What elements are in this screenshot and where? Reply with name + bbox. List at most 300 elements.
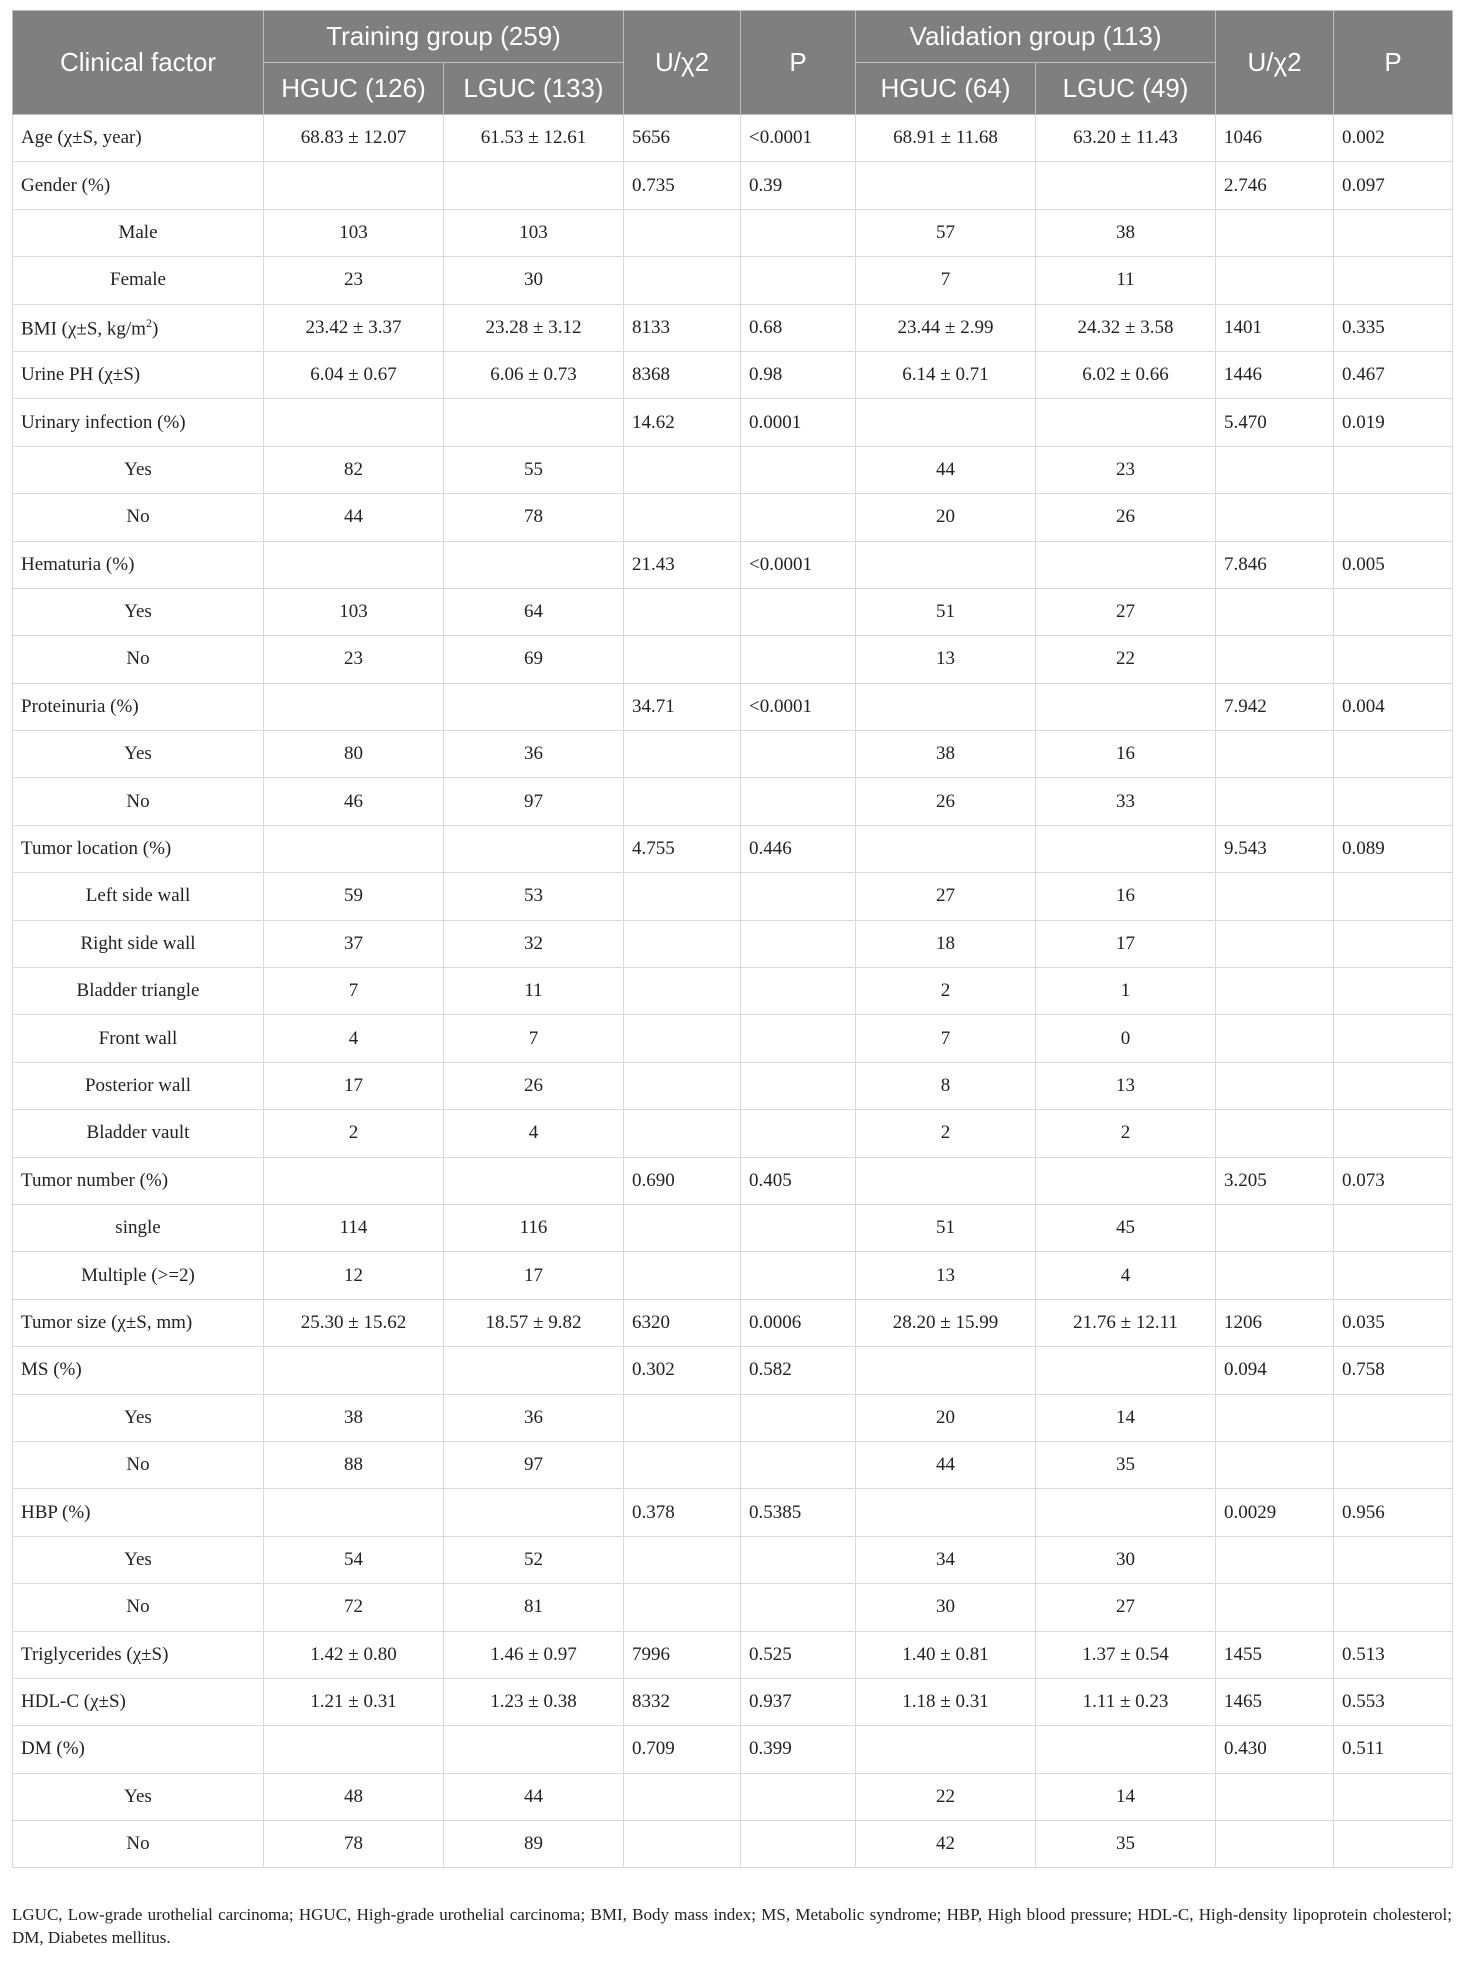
u-chi2-train-cell: 6320 <box>624 1299 741 1346</box>
header-u-chi2-training: U/χ2 <box>624 11 741 115</box>
lguc-val-cell: 27 <box>1036 588 1216 635</box>
table-row <box>13 1821 1453 1868</box>
hguc-val-cell: 1.18 ± 0.31 <box>856 1678 1036 1725</box>
table-header <box>13 11 1453 115</box>
hguc-val-cell <box>856 1347 1036 1394</box>
row-label-text: Yes <box>124 743 152 765</box>
table-row <box>13 920 1453 967</box>
hguc-train-cell: 54 <box>264 1536 444 1583</box>
table-row <box>13 399 1453 446</box>
hguc-val-cell: 51 <box>856 588 1036 635</box>
row-label-text: MS (%) <box>21 1359 82 1381</box>
u-chi2-train-cell <box>624 1252 741 1299</box>
u-chi2-train-cell: 8133 <box>624 304 741 351</box>
row-label-text: Yes <box>124 458 152 480</box>
hguc-val-cell: 42 <box>856 1821 1036 1868</box>
hguc-train-cell: 25.30 ± 15.62 <box>264 1299 444 1346</box>
lguc-val-cell <box>1036 1726 1216 1773</box>
hguc-train-cell <box>264 1489 444 1536</box>
hguc-val-cell: 26 <box>856 778 1036 825</box>
u-chi2-val-cell: 0.0029 <box>1216 1489 1334 1536</box>
lguc-val-cell <box>1036 162 1216 209</box>
lguc-val-cell: 16 <box>1036 731 1216 778</box>
lguc-train-cell <box>444 1157 624 1204</box>
u-chi2-train-cell <box>624 588 741 635</box>
p-train-cell: 0.405 <box>741 1157 856 1204</box>
table-row <box>13 1584 1453 1631</box>
p-train-cell <box>741 873 856 920</box>
u-chi2-train-cell: 8332 <box>624 1678 741 1725</box>
table-row <box>13 1394 1453 1441</box>
lguc-val-cell <box>1036 541 1216 588</box>
row-label-superscript: 2 <box>145 315 152 330</box>
p-train-cell: 0.0006 <box>741 1299 856 1346</box>
p-val-cell: 0.019 <box>1334 399 1453 446</box>
hguc-val-cell: 51 <box>856 1204 1036 1251</box>
row-label-text: Gender (%) <box>21 174 111 196</box>
lguc-train-cell: 103 <box>444 209 624 256</box>
p-val-cell: 0.005 <box>1334 541 1453 588</box>
u-chi2-val-cell <box>1216 968 1334 1015</box>
u-chi2-val-cell <box>1216 731 1334 778</box>
lguc-val-cell: 1.37 ± 0.54 <box>1036 1631 1216 1678</box>
p-train-cell <box>741 968 856 1015</box>
row-label-text: Bladder vault <box>86 1122 190 1144</box>
hguc-train-cell: 82 <box>264 446 444 493</box>
u-chi2-train-cell <box>624 920 741 967</box>
table-row <box>13 209 1453 256</box>
table-row <box>13 1536 1453 1583</box>
u-chi2-train-cell: 0.378 <box>624 1489 741 1536</box>
lguc-val-cell <box>1036 683 1216 730</box>
lguc-val-cell: 22 <box>1036 636 1216 683</box>
u-chi2-train-cell <box>624 1773 741 1820</box>
hguc-val-cell: 23.44 ± 2.99 <box>856 304 1036 351</box>
row-label-text: Yes <box>124 601 152 623</box>
p-val-cell: 0.004 <box>1334 683 1453 730</box>
lguc-train-cell: 89 <box>444 1821 624 1868</box>
p-train-cell: 0.68 <box>741 304 856 351</box>
p-val-cell <box>1334 1821 1453 1868</box>
table-row <box>13 494 1453 541</box>
hguc-train-cell: 48 <box>264 1773 444 1820</box>
lguc-train-cell <box>444 683 624 730</box>
u-chi2-train-cell <box>624 1062 741 1109</box>
row-label-text: Yes <box>124 1548 152 1570</box>
p-val-cell: 0.035 <box>1334 1299 1453 1346</box>
lguc-train-cell: 6.06 ± 0.73 <box>444 351 624 398</box>
hguc-val-cell <box>856 1157 1036 1204</box>
table-row <box>13 257 1453 304</box>
lguc-train-cell <box>444 399 624 446</box>
row-label-suffix: ) <box>151 317 159 339</box>
p-train-cell <box>741 1584 856 1631</box>
p-train-cell <box>741 778 856 825</box>
row-label <box>13 1157 264 1204</box>
row-label-text: Triglycerides (χ±S) <box>21 1643 169 1665</box>
table-row <box>13 873 1453 920</box>
p-val-cell <box>1334 1252 1453 1299</box>
p-val-cell: 0.956 <box>1334 1489 1453 1536</box>
u-chi2-train-cell <box>624 1110 741 1157</box>
lguc-train-cell: 69 <box>444 636 624 683</box>
p-val-cell <box>1334 494 1453 541</box>
hguc-val-cell: 18 <box>856 920 1036 967</box>
u-chi2-val-cell <box>1216 1394 1334 1441</box>
row-label-text: No <box>126 1454 150 1476</box>
lguc-train-cell: 18.57 ± 9.82 <box>444 1299 624 1346</box>
hguc-val-cell: 22 <box>856 1773 1036 1820</box>
row-label <box>13 683 264 730</box>
lguc-train-cell: 64 <box>444 588 624 635</box>
hguc-train-cell: 1.42 ± 0.80 <box>264 1631 444 1678</box>
row-sublabel <box>13 1204 264 1251</box>
u-chi2-val-cell: 1455 <box>1216 1631 1334 1678</box>
row-label-text: DM (%) <box>21 1738 85 1760</box>
hguc-val-cell: 1.40 ± 0.81 <box>856 1631 1036 1678</box>
p-val-cell <box>1334 1584 1453 1631</box>
header-p-training: P <box>741 11 856 115</box>
table-row <box>13 825 1453 872</box>
p-val-cell: 0.073 <box>1334 1157 1453 1204</box>
u-chi2-train-cell: 0.690 <box>624 1157 741 1204</box>
lguc-train-cell: 61.53 ± 12.61 <box>444 115 624 162</box>
p-val-cell <box>1334 1536 1453 1583</box>
hguc-train-cell <box>264 825 444 872</box>
lguc-train-cell: 53 <box>444 873 624 920</box>
u-chi2-train-cell: 7996 <box>624 1631 741 1678</box>
p-train-cell: <0.0001 <box>741 683 856 730</box>
u-chi2-train-cell: 4.755 <box>624 825 741 872</box>
hguc-train-cell <box>264 162 444 209</box>
p-val-cell <box>1334 731 1453 778</box>
lguc-train-cell: 52 <box>444 1536 624 1583</box>
u-chi2-val-cell <box>1216 1204 1334 1251</box>
u-chi2-train-cell <box>624 446 741 493</box>
header-clinical-factor: Clinical factor <box>13 11 264 115</box>
p-train-cell <box>741 920 856 967</box>
row-sublabel <box>13 494 264 541</box>
p-val-cell <box>1334 1110 1453 1157</box>
table-row <box>13 1678 1453 1725</box>
p-train-cell <box>741 1536 856 1583</box>
u-chi2-train-cell: 14.62 <box>624 399 741 446</box>
hguc-train-cell: 2 <box>264 1110 444 1157</box>
row-sublabel <box>13 1441 264 1488</box>
hguc-val-cell: 13 <box>856 636 1036 683</box>
u-chi2-val-cell <box>1216 1536 1334 1583</box>
p-train-cell: 0.937 <box>741 1678 856 1725</box>
hguc-train-cell <box>264 683 444 730</box>
hguc-val-cell: 7 <box>856 257 1036 304</box>
lguc-train-cell: 1.46 ± 0.97 <box>444 1631 624 1678</box>
u-chi2-val-cell: 1401 <box>1216 304 1334 351</box>
u-chi2-train-cell: 0.735 <box>624 162 741 209</box>
p-val-cell: 0.467 <box>1334 351 1453 398</box>
u-chi2-val-cell: 1446 <box>1216 351 1334 398</box>
hguc-val-cell: 57 <box>856 209 1036 256</box>
header-lguc-validation: LGUC (49) <box>1036 63 1216 115</box>
hguc-val-cell <box>856 825 1036 872</box>
u-chi2-val-cell: 7.942 <box>1216 683 1334 730</box>
hguc-train-cell: 7 <box>264 968 444 1015</box>
lguc-val-cell: 27 <box>1036 1584 1216 1631</box>
u-chi2-val-cell <box>1216 920 1334 967</box>
p-train-cell <box>741 1062 856 1109</box>
table-row <box>13 1157 1453 1204</box>
hguc-train-cell: 37 <box>264 920 444 967</box>
hguc-val-cell: 20 <box>856 1394 1036 1441</box>
row-sublabel <box>13 968 264 1015</box>
p-train-cell <box>741 1110 856 1157</box>
p-train-cell: 0.582 <box>741 1347 856 1394</box>
lguc-train-cell <box>444 825 624 872</box>
row-label <box>13 541 264 588</box>
p-val-cell: 0.513 <box>1334 1631 1453 1678</box>
row-label <box>13 304 264 351</box>
row-label <box>13 115 264 162</box>
row-label-text: Tumor size (χ±S, mm) <box>21 1311 193 1333</box>
lguc-train-cell: 55 <box>444 446 624 493</box>
hguc-val-cell: 38 <box>856 731 1036 778</box>
hguc-val-cell: 2 <box>856 1110 1036 1157</box>
lguc-val-cell: 14 <box>1036 1773 1216 1820</box>
lguc-val-cell: 4 <box>1036 1252 1216 1299</box>
lguc-val-cell: 21.76 ± 12.11 <box>1036 1299 1216 1346</box>
hguc-train-cell <box>264 541 444 588</box>
lguc-val-cell: 0 <box>1036 1015 1216 1062</box>
lguc-val-cell <box>1036 1347 1216 1394</box>
hguc-val-cell: 68.91 ± 11.68 <box>856 115 1036 162</box>
row-label <box>13 1299 264 1346</box>
p-val-cell <box>1334 873 1453 920</box>
row-label-text: HDL-C (χ±S) <box>21 1691 126 1713</box>
p-train-cell <box>741 446 856 493</box>
row-sublabel <box>13 1110 264 1157</box>
lguc-val-cell <box>1036 1489 1216 1536</box>
hguc-val-cell: 28.20 ± 15.99 <box>856 1299 1036 1346</box>
table-row <box>13 1299 1453 1346</box>
lguc-val-cell: 35 <box>1036 1821 1216 1868</box>
row-label-text: Bladder triangle <box>76 980 200 1002</box>
row-label-text: Yes <box>124 1785 152 1807</box>
u-chi2-val-cell: 5.470 <box>1216 399 1334 446</box>
lguc-val-cell: 1 <box>1036 968 1216 1015</box>
lguc-train-cell: 4 <box>444 1110 624 1157</box>
lguc-train-cell <box>444 1347 624 1394</box>
lguc-val-cell: 16 <box>1036 873 1216 920</box>
p-train-cell <box>741 494 856 541</box>
lguc-val-cell: 17 <box>1036 920 1216 967</box>
u-chi2-train-cell: 0.302 <box>624 1347 741 1394</box>
row-label <box>13 1347 264 1394</box>
lguc-train-cell: 78 <box>444 494 624 541</box>
table-row <box>13 683 1453 730</box>
row-label-text: Tumor location (%) <box>21 838 172 860</box>
lguc-val-cell: 24.32 ± 3.58 <box>1036 304 1216 351</box>
hguc-train-cell <box>264 399 444 446</box>
table-row <box>13 968 1453 1015</box>
u-chi2-val-cell <box>1216 1062 1334 1109</box>
hguc-train-cell: 68.83 ± 12.07 <box>264 115 444 162</box>
row-sublabel <box>13 257 264 304</box>
row-label-text: Proteinuria (%) <box>21 695 139 717</box>
header-hguc-training: HGUC (126) <box>264 63 444 115</box>
u-chi2-val-cell: 3.205 <box>1216 1157 1334 1204</box>
table-row <box>13 1489 1453 1536</box>
hguc-train-cell: 114 <box>264 1204 444 1251</box>
u-chi2-train-cell <box>624 1536 741 1583</box>
u-chi2-train-cell <box>624 1015 741 1062</box>
p-val-cell <box>1334 1015 1453 1062</box>
table-row <box>13 778 1453 825</box>
u-chi2-train-cell: 34.71 <box>624 683 741 730</box>
u-chi2-train-cell <box>624 209 741 256</box>
hguc-train-cell: 6.04 ± 0.67 <box>264 351 444 398</box>
p-train-cell <box>741 209 856 256</box>
u-chi2-val-cell <box>1216 1773 1334 1820</box>
p-train-cell <box>741 731 856 778</box>
lguc-train-cell <box>444 541 624 588</box>
u-chi2-train-cell <box>624 1394 741 1441</box>
table-row <box>13 1773 1453 1820</box>
row-label-text: Multiple (>=2) <box>81 1264 195 1286</box>
u-chi2-train-cell <box>624 731 741 778</box>
table-row <box>13 1110 1453 1157</box>
hguc-train-cell <box>264 1347 444 1394</box>
row-label-text: No <box>126 506 150 528</box>
hguc-train-cell <box>264 1157 444 1204</box>
p-train-cell: 0.399 <box>741 1726 856 1773</box>
p-val-cell: 0.097 <box>1334 162 1453 209</box>
hguc-val-cell <box>856 1726 1036 1773</box>
p-val-cell <box>1334 209 1453 256</box>
row-label-text: Female <box>110 269 166 291</box>
lguc-train-cell: 97 <box>444 778 624 825</box>
row-label <box>13 399 264 446</box>
u-chi2-val-cell <box>1216 1252 1334 1299</box>
table-row <box>13 1726 1453 1773</box>
header-training-group: Training group (259) <box>264 11 624 63</box>
p-train-cell: 0.525 <box>741 1631 856 1678</box>
p-val-cell: 0.758 <box>1334 1347 1453 1394</box>
table-row <box>13 446 1453 493</box>
hguc-val-cell: 7 <box>856 1015 1036 1062</box>
row-label-text: Left side wall <box>85 885 191 907</box>
row-label <box>13 162 264 209</box>
u-chi2-val-cell <box>1216 257 1334 304</box>
row-label-text: Age (χ±S, year) <box>21 127 142 149</box>
p-train-cell <box>741 1821 856 1868</box>
u-chi2-val-cell <box>1216 1441 1334 1488</box>
lguc-train-cell <box>444 162 624 209</box>
u-chi2-val-cell <box>1216 494 1334 541</box>
p-train-cell <box>741 257 856 304</box>
p-val-cell: 0.335 <box>1334 304 1453 351</box>
p-val-cell <box>1334 1441 1453 1488</box>
table-footnote: LGUC, Low-grade urothelial carcinoma; HGUC, High-grade urothelial carcinoma; BMI, Body mass index; MS, Metabolic syndrome; HBP, High blood pressure; HDL-C, High-density lipoprotein cholesterol; DM, Diabetes mellitus. <box>12 1905 1452 1947</box>
hguc-train-cell: 59 <box>264 873 444 920</box>
lguc-val-cell: 45 <box>1036 1204 1216 1251</box>
u-chi2-train-cell <box>624 636 741 683</box>
p-val-cell <box>1334 1062 1453 1109</box>
u-chi2-train-cell <box>624 1821 741 1868</box>
table-body <box>13 115 1453 1868</box>
hguc-train-cell <box>264 1726 444 1773</box>
row-sublabel <box>13 588 264 635</box>
u-chi2-val-cell: 0.094 <box>1216 1347 1334 1394</box>
p-val-cell: 0.553 <box>1334 1678 1453 1725</box>
lguc-val-cell: 6.02 ± 0.66 <box>1036 351 1216 398</box>
row-label-text: Urinary infection (%) <box>21 411 186 433</box>
header-lguc-training: LGUC (133) <box>444 63 624 115</box>
u-chi2-train-cell <box>624 968 741 1015</box>
table-row <box>13 1015 1453 1062</box>
hguc-train-cell: 23 <box>264 636 444 683</box>
header-hguc-validation: HGUC (64) <box>856 63 1036 115</box>
header-validation-group: Validation group (113) <box>856 11 1216 63</box>
row-sublabel <box>13 1584 264 1631</box>
header-u-chi2-validation: U/χ2 <box>1216 11 1334 115</box>
p-val-cell <box>1334 636 1453 683</box>
row-label <box>13 825 264 872</box>
row-label <box>13 1678 264 1725</box>
p-train-cell: <0.0001 <box>741 541 856 588</box>
u-chi2-train-cell: 0.709 <box>624 1726 741 1773</box>
u-chi2-train-cell <box>624 778 741 825</box>
row-label-text: Urine PH (χ±S) <box>21 364 141 386</box>
u-chi2-train-cell: 21.43 <box>624 541 741 588</box>
table-row <box>13 351 1453 398</box>
lguc-val-cell <box>1036 399 1216 446</box>
row-label-text: No <box>126 648 150 670</box>
hguc-val-cell: 44 <box>856 446 1036 493</box>
p-val-cell <box>1334 257 1453 304</box>
hguc-train-cell: 80 <box>264 731 444 778</box>
p-val-cell <box>1334 1394 1453 1441</box>
p-val-cell <box>1334 1204 1453 1251</box>
hguc-train-cell: 23.42 ± 3.37 <box>264 304 444 351</box>
u-chi2-val-cell <box>1216 209 1334 256</box>
table-row <box>13 1062 1453 1109</box>
row-label-text: single <box>115 1217 161 1239</box>
p-val-cell: 0.002 <box>1334 115 1453 162</box>
table-row <box>13 162 1453 209</box>
u-chi2-val-cell <box>1216 636 1334 683</box>
hguc-train-cell: 38 <box>264 1394 444 1441</box>
p-train-cell <box>741 1252 856 1299</box>
table-row <box>13 1204 1453 1251</box>
hguc-train-cell: 12 <box>264 1252 444 1299</box>
u-chi2-val-cell: 7.846 <box>1216 541 1334 588</box>
row-label-text: Tumor number (%) <box>21 1169 169 1191</box>
lguc-val-cell: 38 <box>1036 209 1216 256</box>
table-row <box>13 1347 1453 1394</box>
lguc-train-cell: 116 <box>444 1204 624 1251</box>
lguc-val-cell <box>1036 1157 1216 1204</box>
p-train-cell: 0.98 <box>741 351 856 398</box>
p-train-cell <box>741 1394 856 1441</box>
row-label-text: Yes <box>124 1406 152 1428</box>
hguc-train-cell: 78 <box>264 1821 444 1868</box>
row-label-text: Front wall <box>98 1027 178 1049</box>
row-sublabel <box>13 731 264 778</box>
p-train-cell: <0.0001 <box>741 115 856 162</box>
hguc-val-cell <box>856 541 1036 588</box>
u-chi2-val-cell <box>1216 1584 1334 1631</box>
u-chi2-val-cell: 1046 <box>1216 115 1334 162</box>
lguc-val-cell: 2 <box>1036 1110 1216 1157</box>
